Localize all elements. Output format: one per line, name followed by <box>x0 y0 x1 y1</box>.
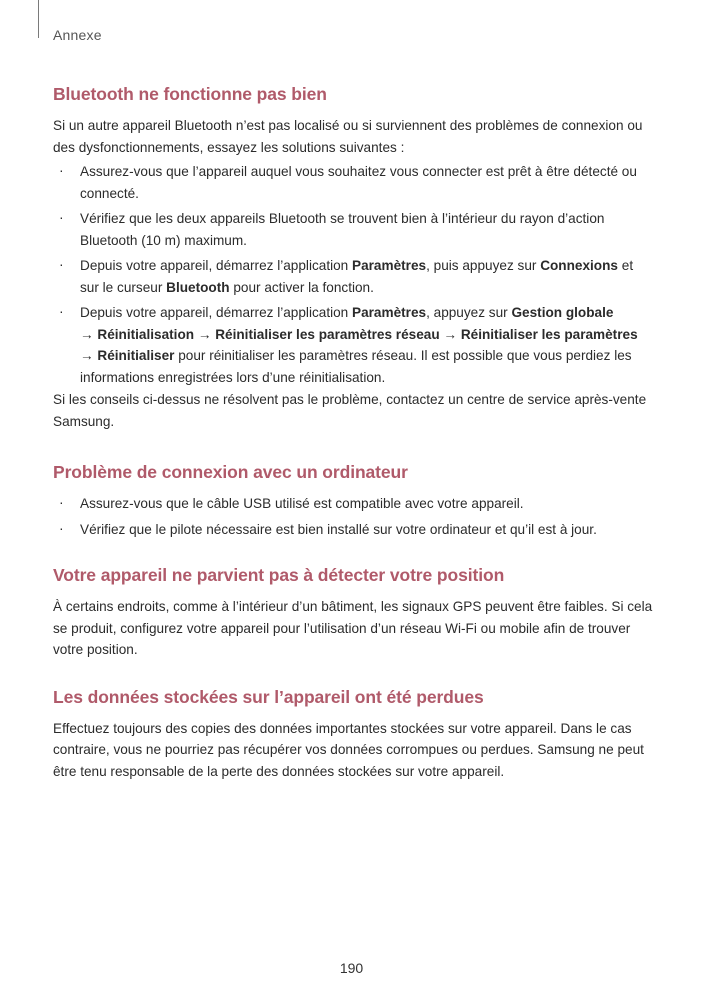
text-run: , appuyez sur <box>426 305 512 320</box>
text-run: pour activer la fonction. <box>229 279 374 295</box>
arrow-separator: → <box>194 326 216 342</box>
section-title: Problème de connexion avec un ordinateur <box>53 462 408 482</box>
header-rule <box>38 0 39 38</box>
settings-app-name: Paramètres <box>352 305 427 320</box>
text-run: pour réinitialiser les paramètres réseau. Il est possible que vous perdiez les informations enregistrées lors d’une réinitialisation. <box>80 348 632 385</box>
bullet-list <box>53 493 653 540</box>
arrow-separator: → <box>439 326 461 342</box>
section-data-loss <box>53 685 653 783</box>
page-number: 190 <box>339 960 364 976</box>
text-run: et sur le curseur <box>80 258 634 295</box>
reset-network-menu-name: Réinitialiser les paramètres réseau <box>215 326 440 342</box>
arrow-separator: → <box>80 326 98 342</box>
section-title: Les données stockées sur l’appareil ont été perdues <box>53 686 484 707</box>
section-location <box>53 563 653 661</box>
reset-button-name: Réinitialiser <box>97 348 175 363</box>
list-item: · Assurez-vous que l’appareil auquel vous souhaitez vous connecter est prêt à être détecté ou connecté. <box>53 161 653 204</box>
section-bluetooth <box>53 82 653 432</box>
reset-menu-name: Réinitialisation <box>97 326 195 342</box>
connections-menu-name: Connexions <box>540 258 618 273</box>
section-body: Effectuez toujours des copies des données importantes stockées sur votre appareil. Dans le cas contraire, vous ne pourriez pas récupérer vos données corrompues ou perdues. Samsung ne peut être tenu responsable de la perte des données stockées sur votre appareil. <box>53 720 644 779</box>
bluetooth-switch-name: Bluetooth <box>166 279 230 295</box>
list-item: · Vérifiez que les deux appareils Bluetooth se trouvent bien à l’intérieur du rayon d’action Bluetooth (10 m) maximum. <box>53 208 653 251</box>
text-run: , puis appuyez sur <box>426 258 541 273</box>
running-header: Annexe <box>53 27 102 43</box>
settings-app-name: Paramètres <box>352 258 427 273</box>
bullet-list <box>53 161 653 388</box>
reset-settings-button-name: Réinitialiser les paramètres <box>460 326 638 342</box>
text-run: Depuis votre appareil, démarrez l’application <box>80 305 353 320</box>
section-title: Votre appareil ne parvient pas à détecter votre position <box>53 565 505 585</box>
list-item <box>53 255 653 298</box>
list-item: · Vérifiez que le pilote nécessaire est bien installé sur votre ordinateur et qu’il est à jour. <box>53 519 653 541</box>
list-item <box>53 302 653 388</box>
section-outro: Si les conseils ci-dessus ne résolvent pas le problème, contactez un centre de service après-vente Samsung. <box>53 392 647 429</box>
general-management-menu-name: Gestion globale <box>511 305 614 320</box>
list-item: · Assurez-vous que le câble USB utilisé est compatible avec votre appareil. <box>53 493 653 515</box>
section-title: Bluetooth ne fonctionne pas bien <box>53 84 327 104</box>
section-computer-connection <box>53 460 653 540</box>
text-run: Depuis votre appareil, démarrez l’application <box>80 258 353 273</box>
page-content <box>53 80 653 782</box>
section-intro: Si un autre appareil Bluetooth n’est pas localisé ou si surviennent des problèmes de connexion ou des dysfonctionnements, essayez les solutions suivantes : <box>53 118 643 155</box>
arrow-separator: → <box>80 348 98 363</box>
section-body: À certains endroits, comme à l’intérieur d’un bâtiment, les signaux GPS peuvent être faibles. Si cela se produit, configurez votre appareil pour l’utilisation d’un réseau Wi-Fi ou mobile afin de trouver votre position. <box>53 599 653 657</box>
